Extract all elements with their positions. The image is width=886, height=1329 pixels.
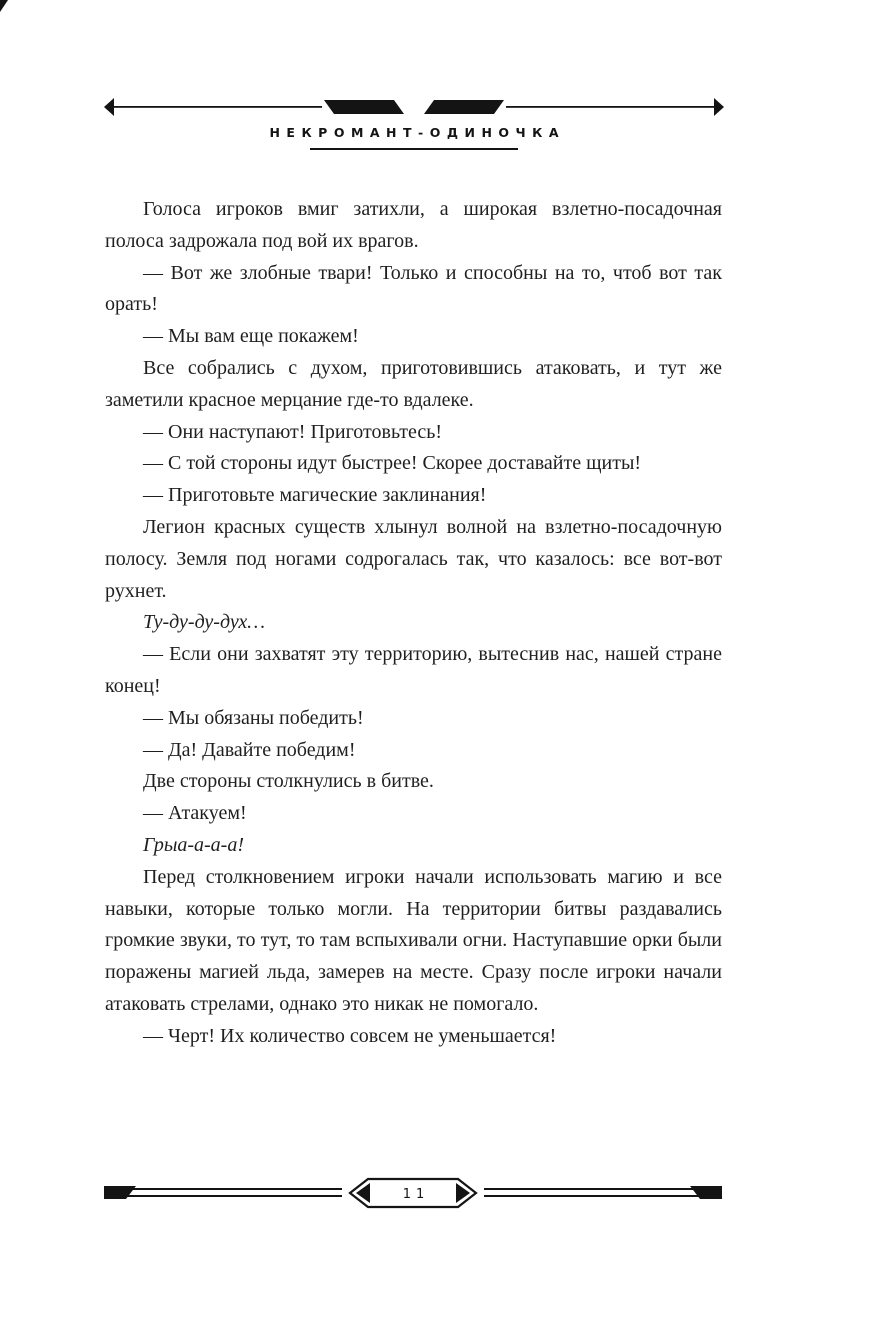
paragraph: — Мы вам еще покажем!: [143, 325, 359, 348]
footer-ornament: [104, 1176, 724, 1214]
right-spike-icon: [714, 98, 724, 116]
paragraph-sound-effect: Ту-ду-ду-дух…: [143, 611, 266, 634]
ornament-bar-left: [324, 100, 404, 114]
footer-rule-right-bottom: [484, 1195, 710, 1197]
running-header: [104, 97, 724, 150]
footer-rule-left-bottom: [116, 1195, 342, 1197]
paragraph: Легион красных существ хлынул волной на взлетно-посадочную полосу. Земля под ногами содрогалась так, что казалось: все вот-вот рухнет.: [105, 515, 722, 602]
paragraph-sound-effect: Грыа-а-а-а!: [143, 833, 245, 856]
header-ornament: [104, 97, 724, 117]
footer-left-block: [104, 1186, 136, 1199]
paragraph: — Если они захватят эту территорию, вытеснив нас, нашей стране конец!: [105, 643, 722, 697]
scan-corner-artifact: [0, 0, 8, 12]
header-rule-left: [110, 106, 322, 108]
page-footer: [104, 1176, 724, 1219]
paragraph: — Они наступают! Приготовьтесь!: [143, 420, 443, 443]
paragraph: Все собрались с духом, приготовившись атаковать, и тут же заметили красное мерцание где-то вдалеке.: [105, 356, 722, 411]
footer-right-block: [690, 1186, 722, 1199]
paragraph: Две стороны столкнулись в битве.: [143, 770, 434, 793]
ornament-bar-right: [424, 100, 504, 114]
footer-rule-left-top: [108, 1188, 342, 1190]
paragraph: — Вот же злобные твари! Только и способны на то, чтоб вот так орать!: [105, 261, 722, 316]
paragraph: — Черт! Их количество совсем не уменьшается!: [143, 1024, 557, 1047]
paragraph: — С той стороны идут быстрее! Скорее доставайте щиты!: [143, 452, 642, 475]
paragraph: Голоса игроков вмиг затихли, а широкая взлетно-посадочная полоса задрожала под вой их врагов.: [105, 198, 722, 252]
page-text: [105, 194, 722, 1053]
footer-rule-right-top: [484, 1188, 718, 1190]
title-underline: [310, 148, 518, 150]
paragraph: — Приготовьте магические заклинания!: [143, 484, 487, 507]
header-rule-right: [506, 106, 718, 108]
paragraph: — Мы обязаны победить!: [143, 706, 364, 729]
book-title: НЕКРОМАНТ-ОДИНОЧКА: [269, 125, 566, 140]
paragraph: — Да! Давайте победим!: [143, 738, 356, 761]
page-number: 11: [402, 1187, 430, 1202]
paragraph: Перед столкновением игроки начали использовать магию и все навыки, которые только могли. На территории битвы раздавались громкие звуки, то тут, то там вспыхивали огни. Наступавшие орки были поражены магией льда, замерев на месте. Сразу после игроки начали атаковать стрелами, однако это никак не помогало.: [105, 865, 722, 1015]
paragraph: — Атакуем!: [143, 802, 247, 825]
